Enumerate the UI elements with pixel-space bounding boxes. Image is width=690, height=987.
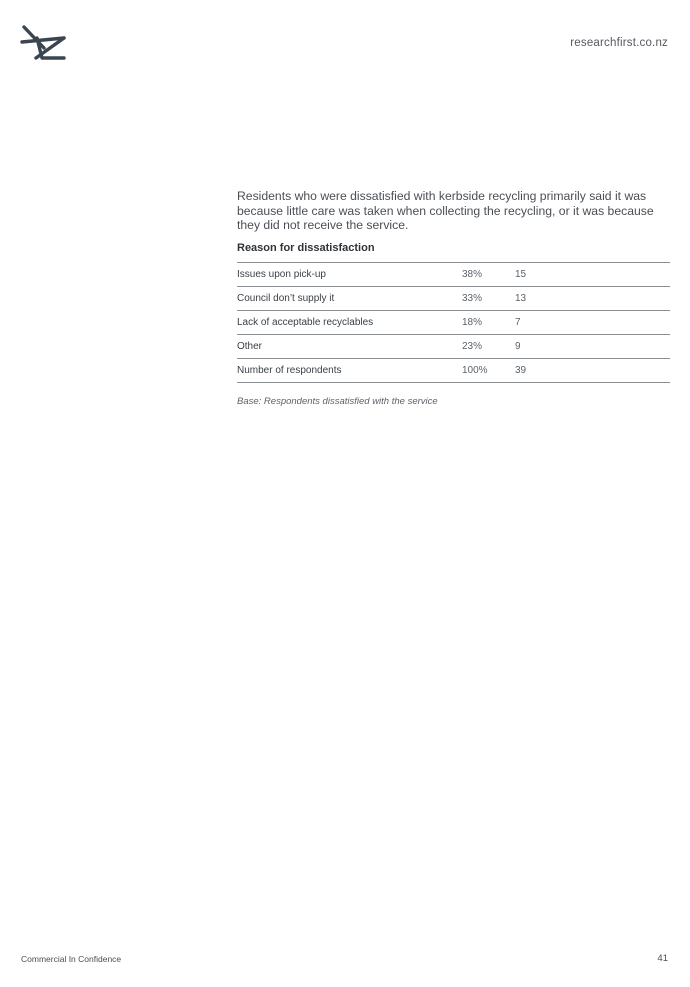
- row-label: Issues upon pick-up: [237, 263, 462, 287]
- table-row: [237, 287, 670, 311]
- table-row: [237, 263, 670, 287]
- row-label: Lack of acceptable recyclables: [237, 311, 462, 335]
- row-label: Number of respondents: [237, 359, 462, 383]
- row-count: 39: [515, 359, 670, 383]
- row-count: 13: [515, 287, 670, 311]
- row-percent: 100%: [462, 359, 515, 383]
- row-count: 15: [515, 263, 670, 287]
- star-logo-icon: [20, 24, 68, 62]
- table-row-total: [237, 359, 670, 383]
- table-title: Reason for dissatisfaction: [237, 242, 375, 254]
- row-percent: 33%: [462, 287, 515, 311]
- row-count: 9: [515, 335, 670, 359]
- row-label: Council don’t supply it: [237, 287, 462, 311]
- page-number: 41: [657, 953, 668, 964]
- intro-paragraph: Residents who were dissatisfied with kerbside recycling primarily said it was because little care was taken when collecting the recycling, or it was because they did not receive the service.: [237, 189, 654, 233]
- website-url: researchfirst.co.nz: [570, 37, 668, 49]
- row-count: 7: [515, 311, 670, 335]
- row-percent: 18%: [462, 311, 515, 335]
- row-percent: 23%: [462, 335, 515, 359]
- row-percent: 38%: [462, 263, 515, 287]
- table-row: [237, 335, 670, 359]
- row-label: Other: [237, 335, 462, 359]
- base-note: Base: Respondents dissatisfied with the service: [237, 396, 438, 407]
- table-row: [237, 311, 670, 335]
- dissatisfaction-table: [237, 262, 670, 383]
- footer-confidentiality: Commercial In Confidence: [21, 954, 122, 964]
